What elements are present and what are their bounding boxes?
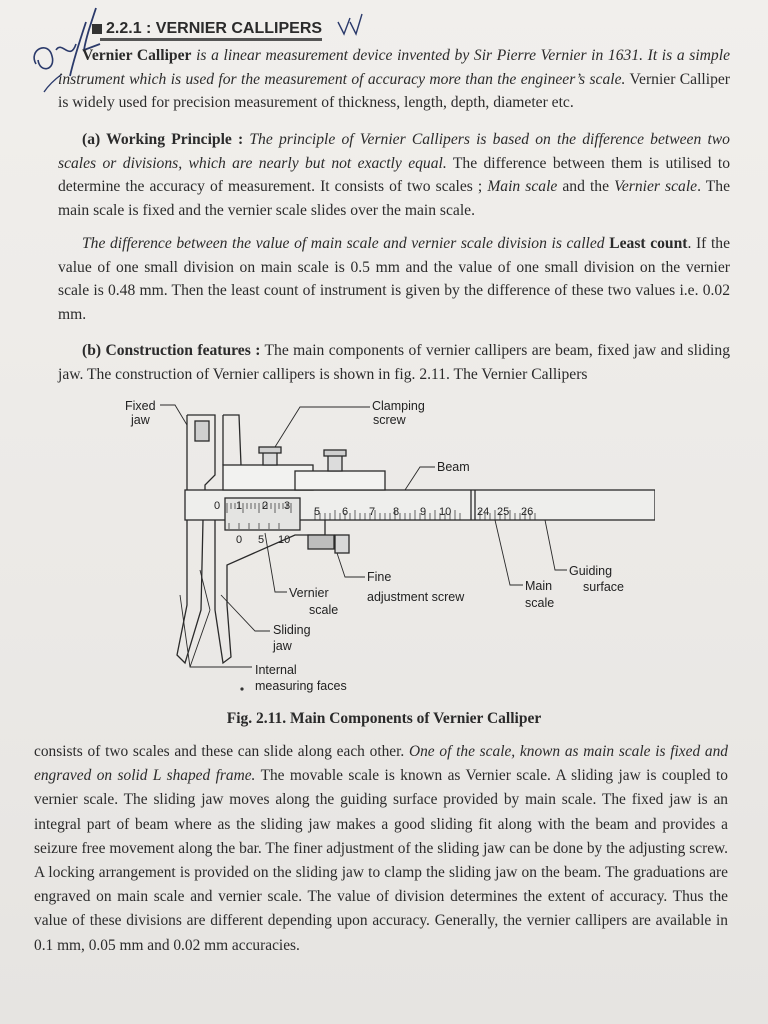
section-heading — [92, 20, 322, 38]
vernier-calliper-drawing — [115, 395, 655, 700]
intro-sentence-1: is a linear measurement device invented by Sir Pierre Vernier in 1631. It is a simple instrument which is used for the measurement of accuracy more than the engineer’s scale. — [58, 47, 730, 88]
label-sliding-jaw-2: jaw — [273, 639, 292, 653]
main-scale-24: 24 — [477, 506, 490, 518]
main-scale-26: 26 — [521, 506, 534, 518]
label-clamping-screw-2: screw — [373, 413, 406, 427]
label-fixed-jaw-1: Fixed — [125, 399, 156, 413]
label-main-scale-1: Main — [525, 579, 553, 593]
intro-sentence-2: Vernier Calliper is widely used for precision measurement of thickness, length, depth, diameter etc. — [58, 70, 731, 111]
label-main-scale-2: scale — [525, 596, 555, 610]
label-internal-1: Internal — [255, 663, 297, 677]
label-sliding-jaw-1: Sliding — [273, 623, 311, 637]
working-principle-paragraph — [58, 128, 730, 222]
label-guiding-2: surface — [583, 580, 624, 594]
continuation-italic: One of the scale, known as main scale is fixed and engraved on solid L shaped frame. — [34, 743, 728, 785]
continuation-paragraph — [34, 740, 728, 958]
heading-bullet-icon — [92, 24, 102, 34]
construction-heading: (b) Construction features : — [82, 342, 261, 359]
construction-paragraph — [58, 339, 730, 386]
vernier-calliper-figure — [115, 395, 655, 700]
section-title: 2.2.1 : VERNIER CALLIPERS — [106, 20, 323, 37]
principle-vernier-scale: Vernier scale — [614, 178, 698, 195]
continuation-sentence-2: The movable scale is known as Vernier scale. A sliding jaw is coupled to vernier scale. The sliding jaw moves along the guiding surface provided by main scale. The fixed jaw is an integral part of beam where as the sliding jaw makes a good sliding fit along with the beam and provides a seizure free movement along the bar. The finer adjustment of the sliding jaw can be done by the adjusting screw. A locking arrangement is provided on the sliding jaw to clamp the sliding jaw on the beam. The graduations are engraved on main scale and vernier scale. The value of division determines the extent of accuracy. Thus the value of these divisions are different depending upon accuracy. Generally, the vernier callipers are available in 0.1 mm, 0.05 mm and 0.02 mm accuracies. — [34, 767, 728, 954]
principle-main-scale: Main scale — [487, 178, 558, 195]
label-beam: Beam — [437, 460, 470, 474]
label-internal-2: measuring faces — [255, 679, 347, 693]
label-clamping-screw-1: Clamping — [372, 399, 425, 413]
heading-underline — [100, 38, 322, 41]
main-scale-7: 7 — [369, 506, 376, 518]
continuation-sentence-1: consists of two scales and these can slide along each other. — [34, 743, 409, 760]
label-fine-2: adjustment screw — [367, 590, 465, 604]
vernier-scale-0: 0 — [236, 534, 243, 546]
least-count-italic: The difference between the value of main scale and vernier scale division is called — [82, 235, 605, 252]
label-fixed-jaw-2: jaw — [131, 413, 150, 427]
principle-italic: The principle of Vernier Callipers is based on the difference between two scales or divisions, which are nearly but not exactly equal. — [58, 131, 730, 172]
intro-term: Vernier Calliper — [82, 47, 192, 64]
figure-caption: Fig. 2.11. Main Components of Vernier Calliper — [226, 710, 542, 727]
least-count-sentence: . If the value of one small division on main scale is 0.5 mm and the value of one small division on the vernier scale is 0.48 mm. Then the least count of instrument is given by the difference of these two values i.e. 0.02 mm. — [58, 235, 730, 323]
vernier-scale-5: 5 — [258, 534, 265, 546]
main-scale-2: 2 — [262, 500, 269, 512]
label-vernier-scale-2: scale — [309, 603, 339, 617]
principle-and: and the — [557, 178, 615, 195]
main-scale-5: 5 — [314, 506, 321, 518]
main-scale-10: 10 — [439, 506, 452, 518]
intro-paragraph — [58, 44, 730, 115]
label-vernier-scale-1: Vernier — [289, 586, 329, 600]
main-scale-6: 6 — [342, 506, 349, 518]
label-guiding-1: Guiding — [569, 564, 613, 578]
main-scale-3: 3 — [284, 500, 291, 512]
main-scale-1: 1 — [236, 500, 243, 512]
main-scale-9: 9 — [420, 506, 427, 518]
main-scale-25: 25 — [497, 506, 510, 518]
principle-sentence-2: . The main scale is fixed and the vernier scale slides over the main scale. — [58, 178, 731, 219]
principle-sentence-1: The difference between them is utilised to determine the accuracy of measurement. It consists of two scales ; — [58, 154, 730, 195]
vernier-scale-10: 10 — [278, 534, 291, 546]
label-fine-1: Fine — [367, 570, 392, 584]
least-count-paragraph — [58, 232, 730, 326]
principle-heading: (a) Working Principle : — [82, 131, 244, 148]
main-scale-8: 8 — [393, 506, 400, 518]
main-scale-0: 0 — [214, 500, 221, 512]
construction-sentence: The main components of vernier callipers are beam, fixed jaw and sliding jaw. The construction of Vernier callipers is shown in fig. 2.11. The Vernier Callipers — [58, 342, 730, 383]
least-count-bold: Least count — [604, 235, 688, 252]
